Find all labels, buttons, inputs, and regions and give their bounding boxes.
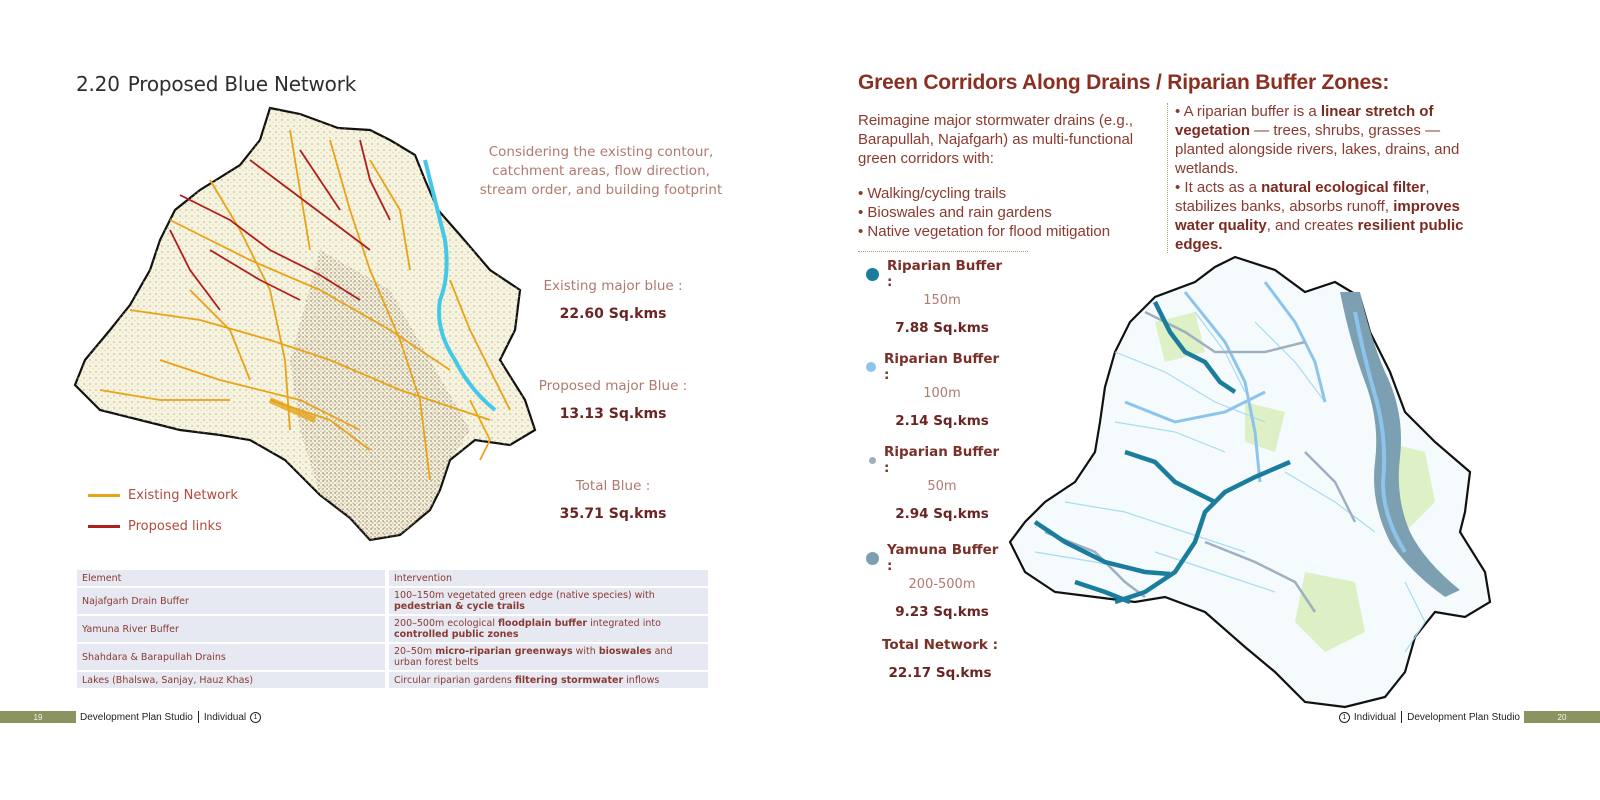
buffer-dot-icon xyxy=(866,268,879,281)
buffer-area: 2.94 Sq.kms xyxy=(895,506,989,522)
buffer-width: 150m xyxy=(923,293,961,308)
buffer-label: Riparian Buffer : xyxy=(884,351,1000,383)
buffer-width: 100m xyxy=(923,386,961,401)
table-cell-intervention: 200–500m ecological floodplain buffer integrated into controlled public zones xyxy=(389,616,708,642)
buffer-area: 2.14 Sq.kms xyxy=(895,413,989,429)
legend-existing-network xyxy=(88,488,238,503)
stat-label: Existing major blue : xyxy=(543,278,683,294)
buffer-dot-icon xyxy=(866,552,879,565)
table-cell-element: Lakes (Bhalswa, Sanjay, Hauz Khas) xyxy=(77,672,389,688)
buffer-header xyxy=(866,351,1006,383)
buffer-dot-icon xyxy=(866,362,876,372)
table-row xyxy=(77,616,708,642)
table-row xyxy=(77,672,708,688)
section-title: Proposed Blue Network xyxy=(127,72,357,96)
footer-badge: 1 xyxy=(1339,712,1350,723)
list-item: • Walking/cycling trails xyxy=(858,185,1007,202)
buffer-label: Riparian Buffer : xyxy=(887,258,1003,290)
stat-value: 13.13 Sq.kms xyxy=(559,406,667,422)
page-number: 19 xyxy=(0,711,76,723)
buffer-riparian-100 xyxy=(866,351,1006,429)
list-item: • Native vegetation for flood mitigation xyxy=(858,223,1111,240)
footer-separator xyxy=(198,711,199,723)
dotted-divider-horizontal xyxy=(858,251,1028,252)
buffer-header xyxy=(866,542,1006,574)
stat-label: Proposed major Blue : xyxy=(538,378,688,394)
buffer-riparian-150 xyxy=(866,258,1006,336)
stat-value: 22.60 Sq.kms xyxy=(559,306,667,322)
buffer-dot-icon xyxy=(869,457,876,464)
total-network xyxy=(870,637,1010,681)
buffer-header xyxy=(866,258,1006,290)
left-intro-text: Considering the existing contour, catchment areas, flow direction, stream order, and building footprint xyxy=(479,144,723,198)
page-number: 20 xyxy=(1524,711,1600,723)
footer-type: Individual xyxy=(203,711,247,723)
buffer-width: 200-500m xyxy=(908,577,976,592)
table-header-element: Element xyxy=(77,570,389,586)
footer-separator xyxy=(1401,711,1402,723)
list-item: • Bioswales and rain gardens xyxy=(858,204,1052,221)
table-cell-intervention: 20–50m micro-riparian greenways with bioswales and urban forest belts xyxy=(389,644,708,670)
legend-label: Existing Network xyxy=(128,488,238,503)
corridor-bullet-list xyxy=(858,184,1110,241)
footer-right xyxy=(1335,710,1600,724)
total-network-label: Total Network : xyxy=(882,637,998,653)
table-cell-intervention: Circular riparian gardens filtering stormwater inflows xyxy=(389,672,708,688)
footer-studio: Development Plan Studio xyxy=(1407,711,1520,723)
stat-value: 35.71 Sq.kms xyxy=(559,506,667,522)
legend-swatch xyxy=(88,494,120,497)
legend-swatch xyxy=(88,525,120,528)
buffer-area: 7.88 Sq.kms xyxy=(895,320,989,336)
table-header-row xyxy=(77,570,708,586)
buffer-width: 50m xyxy=(927,479,957,494)
buffer-label: Yamuna Buffer : xyxy=(887,542,999,574)
stat-existing-blue xyxy=(528,278,698,322)
table-cell-element: Yamuna River Buffer xyxy=(77,616,389,642)
table-row xyxy=(77,588,708,614)
table-cell-intervention: 100–150m vegetated green edge (native species) with pedestrian & cycle trails xyxy=(389,588,708,614)
stat-proposed-blue xyxy=(528,378,698,422)
footer-studio: Development Plan Studio xyxy=(80,711,193,723)
footer-badge: 1 xyxy=(250,712,261,723)
page-title-right: Green Corridors Along Drains / Riparian Buffer Zones: xyxy=(858,71,1390,94)
buffer-label: Riparian Buffer : xyxy=(884,444,1000,476)
stat-label: Total Blue : xyxy=(575,478,651,494)
buffer-header xyxy=(866,444,1006,476)
table-cell-element: Najafgarh Drain Buffer xyxy=(77,588,389,614)
legend-label: Proposed links xyxy=(128,519,222,534)
legend-proposed-links xyxy=(88,519,222,534)
table-cell-element: Shahdara & Barapullah Drains xyxy=(77,644,389,670)
buffer-riparian-50 xyxy=(866,444,1006,522)
total-network-value: 22.17 Sq.kms xyxy=(888,665,992,681)
table-row xyxy=(77,644,708,670)
dotted-divider-vertical xyxy=(1167,103,1168,253)
intervention-table xyxy=(77,568,708,690)
page-title-left xyxy=(76,72,356,96)
right-intro-text: Reimagine major stormwater drains (e.g., Barapullah, Najafgarh) as multi-functional green corridors with: xyxy=(858,112,1134,167)
buffer-area: 9.23 Sq.kms xyxy=(895,604,989,620)
riparian-definition: • A riparian buffer is a linear stretch of vegetation — trees, shrubs, grasses — planted alongside rivers, lakes, drains, and wetlands. • It acts as a natural ecological filter, stabilizes banks, absorbs runoff, improves water quality, and creates resilient public edges. xyxy=(1175,103,1464,253)
table-header-intervention: Intervention xyxy=(389,570,708,586)
footer-type: Individual xyxy=(1353,711,1397,723)
footer-left xyxy=(0,710,265,724)
riparian-buffer-map xyxy=(1005,252,1505,712)
stat-total-blue xyxy=(528,478,698,522)
section-number: 2.20 xyxy=(76,72,120,96)
buffer-yamuna xyxy=(866,542,1006,620)
